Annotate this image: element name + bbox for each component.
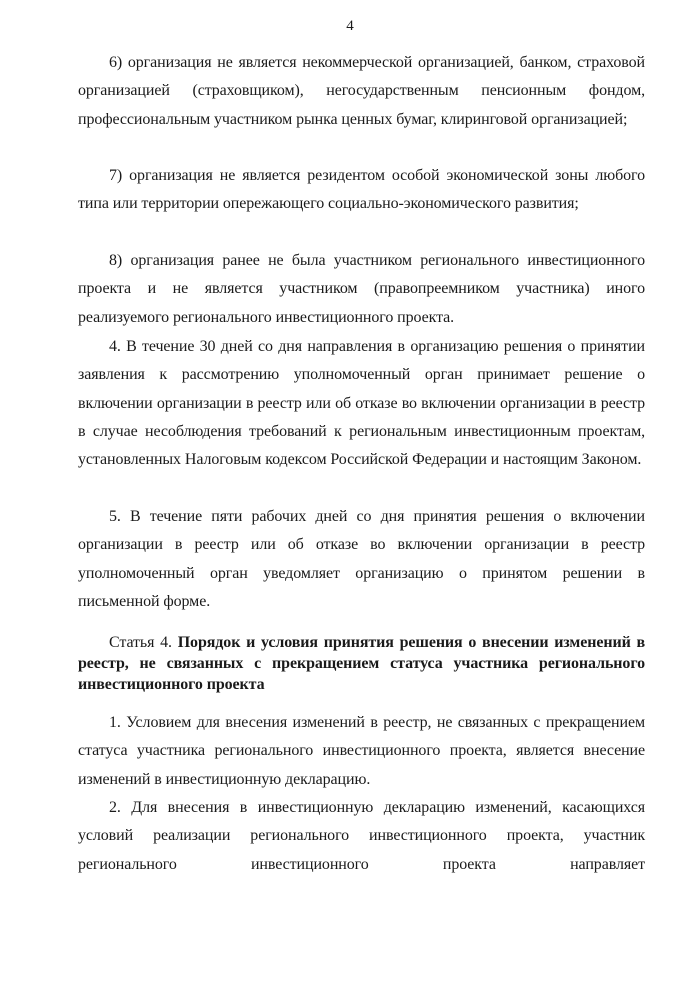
clause-4	[78, 333, 645, 474]
page-number: 4	[346, 18, 354, 34]
article-prefix: Статья 4.	[109, 634, 178, 651]
article-4-clause-2	[78, 794, 645, 879]
clause-text: 4. В течение 30 дней со дня направления в организацию решения о принятии заявления к рассмотрению уполномоченный орган принимает решение о включении организации в реестр или об отказе во включении организации в реестр в случае несоблюдения требований к региональным инвестиционным проектам, установленных Налоговым кодексом Российской Федерации и настоящим Законом.	[78, 338, 645, 469]
list-item-7	[78, 162, 645, 219]
list-item-6	[78, 49, 645, 134]
list-item-text: 8) организация ранее не была участником регионального инвестиционного проекта и не является участником (правопреемником участника) иного реализуемого регионального инвестиционного проекта.	[78, 252, 645, 326]
article-title: Порядок и условия принятия решения о внесении изменений в реестр, не связанных с прекращением статуса участника регионального инвестиционного проекта	[78, 634, 645, 693]
list-item-text: 6) организация не является некоммерческой организацией, банком, страховой организацией (страховщиком), негосударственным пенсионным фондом, профессиональным участником рынка ценных бумаг, клиринговой организацией;	[78, 54, 645, 128]
clause-text: 5. В течение пяти рабочих дней со дня принятия решения о включении организации в реестр или об отказе во включении организации в реестр уполномоченный орган уведомляет организацию о принятом решении в письменной форме.	[78, 508, 645, 610]
clause-text: 2. Для внесения в инвестиционную декларацию изменений, касающихся условий реализации регионального инвестиционного проекта, участник регионального инвестиционного проекта направляет	[78, 799, 645, 873]
clause-5	[78, 503, 645, 616]
clause-text: 1. Условием для внесения изменений в реестр, не связанных с прекращением статуса участника регионального инвестиционного проекта, является внесение изменений в инвестиционную декларацию.	[78, 714, 645, 788]
list-item-text: 7) организация не является резидентом особой экономической зоны любого типа или территории опережающего социально-экономического развития;	[78, 167, 645, 213]
article-4-heading	[78, 632, 645, 695]
list-item-8	[78, 247, 645, 332]
article-4-clause-1	[78, 709, 645, 794]
